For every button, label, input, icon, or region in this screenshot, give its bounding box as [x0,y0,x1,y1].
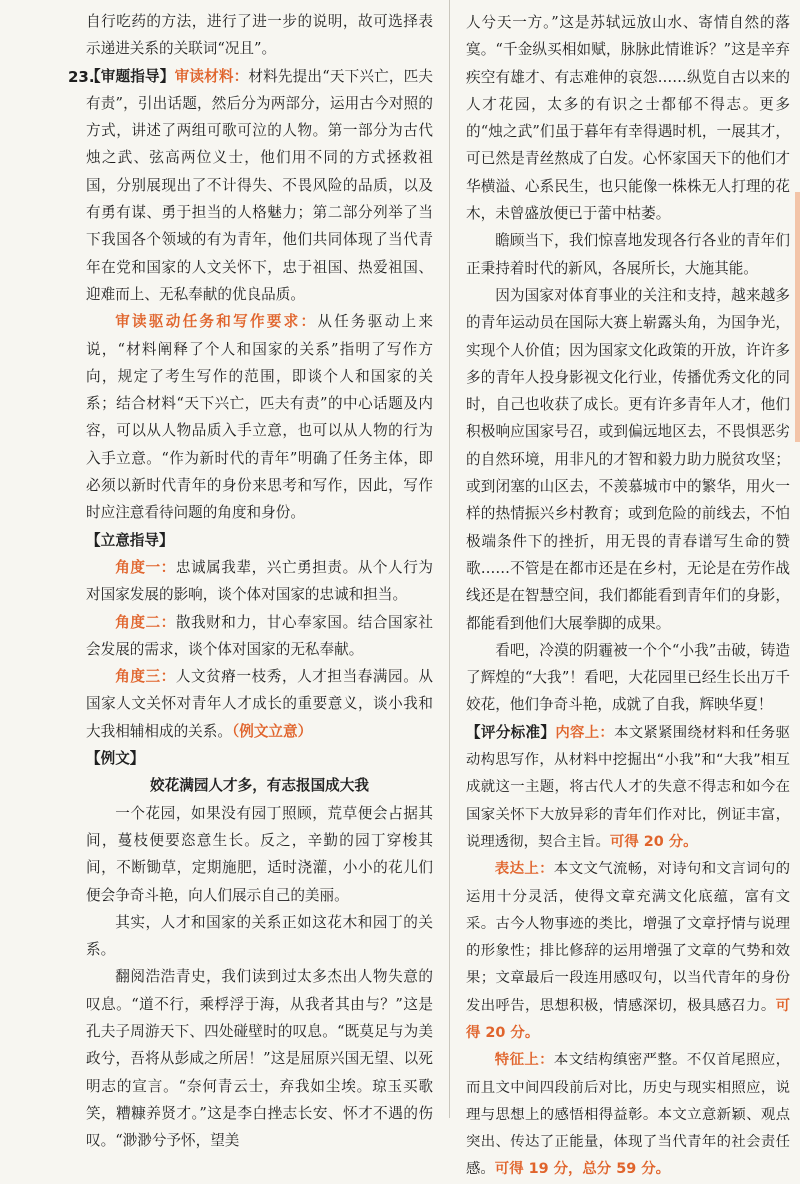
essay-paragraph-2: 其实，人才和国家的关系正如这花木和园丁的关系。 [86,913,433,959]
essay-paragraph-1: 一个花园，如果没有园丁照顾，荒草便会占据其间，蔓枝便要恣意生长。反之，辛勤的园丁穿梭其间，不断锄草，定期施肥，适时浇灌，小小的花儿们便会争奇斗艳，向人们展示自己的美丽。 [86,804,433,904]
scoring-rubric [466,719,790,1184]
feature-score: 可得 19 分，总分 59 分。 [494,1161,671,1178]
material-section [86,63,433,309]
essay-title: 姣花满园人才多，有志报国成大我 [150,777,369,795]
rubric-content [466,719,790,856]
question-number: 23. [68,68,95,86]
column-divider [449,0,450,1118]
essay-paragraph-6: 看吧，冷漠的阴霾被一个个“小我”击破，铸造了辉煌的“大我”！看吧，大花园里已经生长出万千姣花，他们争奇斗艳，成就了自我，辉映华夏！ [466,641,790,714]
express-score: 可得 20 分。 [466,997,790,1041]
express-text: 本文文气流畅，对诗句和文言词句的运用十分灵活，使得文章充满文化底蕴，富有文采。古今人物事迹的类比，增强了文章抒情与说理的形象性；排比修辞的运用增强了文章的气势和效果；文章最后一段连用感叹句，以当代青年的身份发出呼告，思想积极，情感深切，极具感召力。 [466,861,790,1014]
essay-paragraph-5: 因为国家对体育事业的关注和支持，越来越多的青年运动员在国际大赛上崭露头角，为国争光，实现个人价值；因为国家文化政策的开放，许许多多的青年人投身影视文化行业，传播优秀文化的同时，自己也收获了成长。更有许多青年人才，他们积极响应国家号召，或到偏远地区去，不畏惧恶劣的自然环境，用非凡的才智和毅力助力脱贫攻坚；或到闭塞的山区去，不羡慕城市中的繁华，用火一样的热情振兴乡村教育；或到危险的前线去，不怕极端条件下的挫折，用无畏的青春谱写生命的赞歌……不管是在都市还是在乡村，无论是在劳作战线还是在智慧空间，我们都能看到青年们的身影，都能看到他们大展拳脚的成果。 [466,286,790,632]
rubric-expression [466,856,790,1047]
material-label: 审读材料： [174,67,249,85]
essay-paragraph-3: 翻阅浩浩青史，我们读到过太多杰出人物失意的叹息。“道不行，乘桴浮于海，从我者其由与？”这是孔夫子周游天下、四处碰壁时的叹息。“既莫足与为美政兮，吾将从彭咸之所居！”这是屈原兴国无望、以死明志的宣言。“奈何青云士，弃我如尘埃。琼玉买歌笑，糟糠养贤才。”这是李白挫志长安、怀才不遇的伤叹。“渺渺兮予怀，望美 [86,968,433,1150]
task-section [86,308,433,526]
content-score: 可得 20 分。 [609,833,698,850]
angle-1-label: 角度一： [115,558,176,576]
angle-3-label: 角度三： [115,668,176,686]
angle-2-text: 散我财和力，甘心奉家国。结合国家社会发展的需求，谈个体对国家的无私奉献。 [86,613,433,658]
feature-label: 特征上： [494,1052,554,1069]
content-text: 本文紧紧围绕材料和任务驱动构思写作，从材料中挖掘出“小我”和“大我”相互成就这一主题，将古代人才的失意不得志和如今在国家关怀下大放异彩的青年们作对比，例证丰富，说理透彻，契合主旨。 [466,724,790,850]
angle-2 [86,609,433,664]
page-edge-tab [795,192,800,442]
angle-3-text: 人文贫瘠一枝秀，人才担当春满园。从国家人文关怀对青年人才成长的重要意义，谈小我和大我相辅相成的关系。 [86,668,433,740]
score-label: 【评分标准】 [466,723,556,741]
rubric-feature [466,1047,790,1183]
angle-1-text: 忠诚属我辈，兴亡勇担责。从个人行为对国家发展的影响，谈个体对国家的忠诚和担当。 [86,558,433,604]
angle-2-label: 角度二： [115,613,176,631]
angle-3-note: （例文立意） [231,722,313,740]
example-label: 【例文】 [86,750,145,768]
content-label: 内容上： [555,724,615,741]
task-text: 从任务驱动上来说，“材料阐释了个人和国家的关系”指明了写作方向，规定了考生写作的范围，即谈个人和国家的关系；结合材料“天下兴亡，匹夫有责”的中心话题及内容，可以从人物品质入手立意，也可以从人物的行为入手立意。“作为新时代的青年”明确了任务主体，即必须以新时代青年的身份来思考和写作，因此，写作时应注意看待问题的角度和身份。 [86,313,433,522]
express-label: 表达上： [494,861,554,878]
feature-text: 本文结构缜密严整。不仅首尾照应，而且文中间四段前后对比，历史与现实相照应，说理与思想上的感悟相得益彰。本文立意新颖、观点突出、传达了正能量，体现了当代青年的社会责任感。 [466,1052,790,1178]
right-column [466,0,790,1178]
essay-paragraph-3-continued: 人兮天一方。”这是苏轼远放山水、寄情自然的落寞。“千金纵买相如赋，脉脉此情谁诉？”这是辛弃疾空有雄才、有志难伸的哀怨……纵览自古以来的人才花园，太多的有识之士都郁不得志。更多的“烛之武”们虽于暮年有幸得遇时机，一展其才，可已然是青丝熬成了白发。心怀家国天下的他们才华横溢、心系民生，也只能像一株株无人打理的花木，未曾盛放便已于蕾中枯萎。 [466,14,790,223]
material-text: 材料先提出“天下兴亡，匹夫有责”，引出话题，然后分为两部分，运用古今对照的方式，讲述了两组可歌可泣的人物。第一部分为古代烛之武、弦高两位义士，他们用不同的方式拯救祖国，分别展现出了不计得失、不畏风险的品质，以及有勇有谋、勇于担当的人格魅力；第二部分列举了当下我国各个领域的有为青年，他们共同体现了当代青年在党和国家的人文关怀下，忠于祖国、热爱祖国、迎难而上、无私奉献的优良品质。 [86,67,433,303]
task-label: 审读驱动任务和写作要求： [115,313,318,331]
intro-paragraph: 自行吃药的方法，进行了进一步的说明，故可选择表示递进关系的关联词“况且”。 [86,13,433,58]
lizhi-label: 【立意指导】 [86,531,174,549]
left-column [86,0,433,1150]
angle-3 [86,663,433,745]
shentiguide-label: 【审题指导】 [86,67,175,85]
essay-paragraph-4: 瞻顾当下，我们惊喜地发现各行各业的青年们正秉持着时代的新风，各展所长，大施其能。 [466,232,790,277]
angle-1 [86,554,433,609]
